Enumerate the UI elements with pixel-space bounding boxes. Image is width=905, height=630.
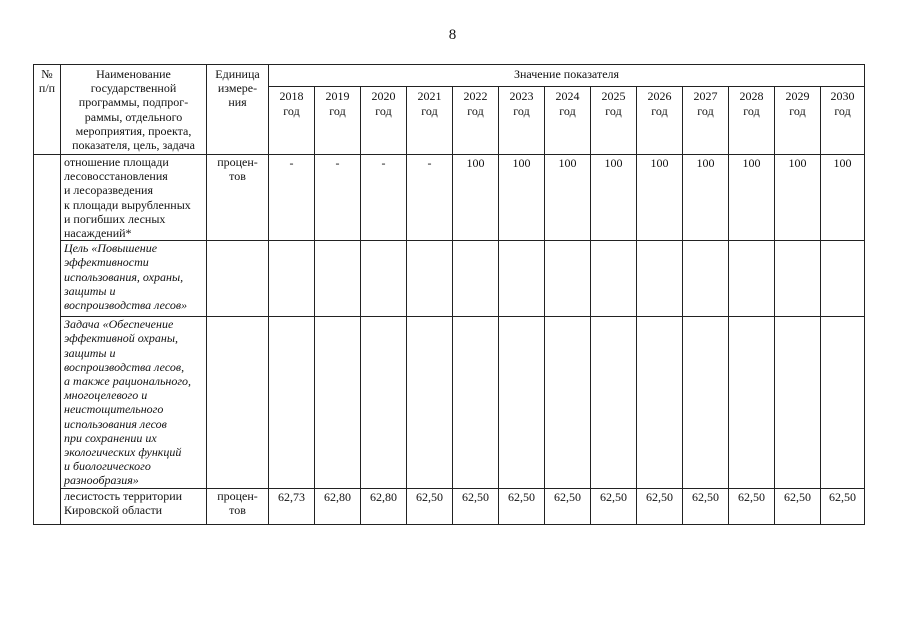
indicator-table xyxy=(33,64,865,525)
value-cell xyxy=(545,317,591,489)
value-cell xyxy=(269,317,315,489)
header-year: 2027 год xyxy=(683,87,729,155)
value-cell xyxy=(775,317,821,489)
value-cell: 62,50 xyxy=(591,489,637,525)
row-unit xyxy=(207,317,269,489)
value-cell: 62,50 xyxy=(637,489,683,525)
header-year: 2028 год xyxy=(729,87,775,155)
value-cell: 62,50 xyxy=(683,489,729,525)
value-cell: - xyxy=(361,155,407,241)
value-cell: 100 xyxy=(591,155,637,241)
header-name: Наименование государственной программы, подпрог- раммы, отдельного мероприятия, проекта, показателя, цель, задача xyxy=(61,65,207,155)
row-unit: процен- тов xyxy=(207,489,269,525)
header-unit: Единица измере- ния xyxy=(207,65,269,155)
table-row xyxy=(34,489,865,525)
header-year: 2029 год xyxy=(775,87,821,155)
value-cell xyxy=(269,241,315,317)
value-cell xyxy=(315,317,361,489)
value-cell: 62,50 xyxy=(453,489,499,525)
value-cell xyxy=(453,317,499,489)
value-cell: 62,80 xyxy=(315,489,361,525)
value-cell: 100 xyxy=(499,155,545,241)
page-number: 8 xyxy=(448,27,457,43)
value-cell: 62,50 xyxy=(545,489,591,525)
value-cell xyxy=(315,241,361,317)
value-cell xyxy=(637,241,683,317)
row-number-cell xyxy=(34,155,61,525)
value-cell: 100 xyxy=(545,155,591,241)
header-year: 2019 год xyxy=(315,87,361,155)
value-cell: 100 xyxy=(775,155,821,241)
row-unit xyxy=(207,241,269,317)
value-cell: 100 xyxy=(729,155,775,241)
header-value-group: Значение показателя xyxy=(269,65,865,87)
value-cell xyxy=(453,241,499,317)
value-cell xyxy=(637,317,683,489)
table-row xyxy=(34,241,865,317)
value-cell xyxy=(407,241,453,317)
value-cell: 62,73 xyxy=(269,489,315,525)
value-cell xyxy=(361,241,407,317)
value-cell: 100 xyxy=(637,155,683,241)
row-name: отношение площади лесовосстановления и лесоразведения к площади вырубленных и погибших лесных насаждений* xyxy=(61,155,207,241)
value-cell: 62,50 xyxy=(407,489,453,525)
header-year: 2030 год xyxy=(821,87,865,155)
value-cell xyxy=(591,241,637,317)
value-cell xyxy=(499,241,545,317)
header-year: 2023 год xyxy=(499,87,545,155)
value-cell xyxy=(591,317,637,489)
value-cell xyxy=(499,317,545,489)
value-cell xyxy=(407,317,453,489)
value-cell: 100 xyxy=(821,155,865,241)
value-cell xyxy=(729,241,775,317)
value-cell: - xyxy=(315,155,361,241)
header-year: 2026 год xyxy=(637,87,683,155)
row-name: Задача «Обеспечение эффективной охраны, защиты и воспроизводства лесов, а также рационального, многоцелевого и неистощительного использования лесов при сохранении их экологических функций и биологического разнообразия» xyxy=(61,317,207,489)
value-cell: 62,50 xyxy=(499,489,545,525)
table-row xyxy=(34,155,865,241)
value-cell: 62,50 xyxy=(729,489,775,525)
header-year: 2021 год xyxy=(407,87,453,155)
value-cell xyxy=(683,241,729,317)
value-cell: 100 xyxy=(453,155,499,241)
value-cell: - xyxy=(269,155,315,241)
table-row xyxy=(34,317,865,489)
header-year: 2018 год xyxy=(269,87,315,155)
value-cell xyxy=(683,317,729,489)
value-cell xyxy=(775,241,821,317)
header-year: 2020 год xyxy=(361,87,407,155)
value-cell xyxy=(729,317,775,489)
value-cell xyxy=(821,241,865,317)
header-number: № п/п xyxy=(34,65,61,155)
header-year: 2025 год xyxy=(591,87,637,155)
row-unit: процен- тов xyxy=(207,155,269,241)
header-year: 2024 год xyxy=(545,87,591,155)
value-cell: 62,50 xyxy=(775,489,821,525)
row-name: лесистость территории Кировской области xyxy=(61,489,207,525)
value-cell xyxy=(361,317,407,489)
value-cell: 62,80 xyxy=(361,489,407,525)
row-name: Цель «Повышение эффективности использования, охраны, защиты и воспроизводства лесов» xyxy=(61,241,207,317)
value-cell xyxy=(821,317,865,489)
header-year: 2022 год xyxy=(453,87,499,155)
value-cell: 62,50 xyxy=(821,489,865,525)
value-cell: 100 xyxy=(683,155,729,241)
value-cell xyxy=(545,241,591,317)
value-cell: - xyxy=(407,155,453,241)
